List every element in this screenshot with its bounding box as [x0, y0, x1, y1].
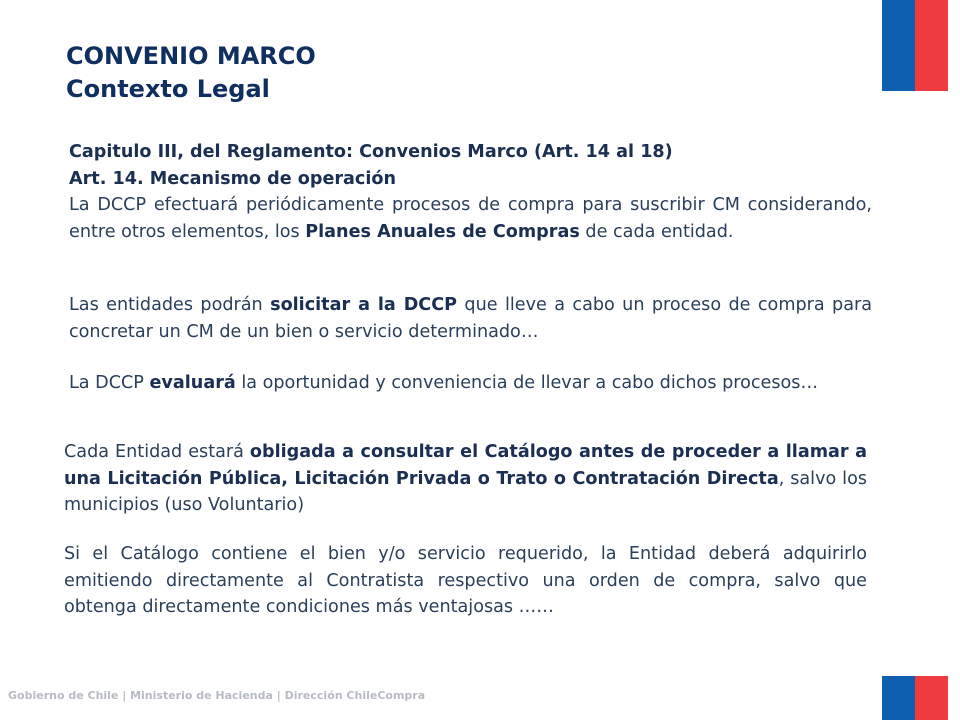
text-run: La DCCP [69, 373, 150, 393]
section-obligada [64, 439, 867, 519]
paragraph [69, 292, 872, 345]
chapter-heading: Capitulo III, del Reglamento: Convenios Marco (Art. 14 al 18) [69, 142, 673, 162]
text-run: Las entidades podrán [69, 295, 271, 315]
section-solicitar [69, 292, 872, 345]
paragraph: Si el Catálogo contiene el bien y/o servicio requerido, la Entidad deberá adquirirlo emitiendo directamente al Contratista respectivo una orden de compra, salvo que obtenga directamente condiciones más ventajosas …… [64, 544, 867, 617]
bold-run: evaluará [149, 373, 236, 393]
flag-red-stripe [915, 0, 948, 91]
section-article-14 [69, 139, 872, 245]
title-line-1: CONVENIO MARCO [66, 42, 316, 70]
bold-run: solicitar a la DCCP [270, 295, 458, 315]
text-run: la oportunidad y conveniencia de llevar a cabo dichos procesos… [235, 373, 819, 393]
bold-run: Planes Anuales de Compras [305, 221, 580, 242]
flag-red-stripe [915, 676, 948, 720]
paragraph [64, 439, 867, 519]
paragraph [69, 370, 872, 397]
chile-flag-top [882, 0, 948, 91]
flag-blue-stripe [882, 676, 915, 720]
text-run: Cada Entidad estará [64, 442, 250, 462]
text-run: La DCCP efectuará periódicamente procesos de compra para suscribir CM considerando, entre otros elementos, los [69, 195, 872, 242]
bold-run: obligada a consultar el Catálogo antes de proceder a llamar a una Licitación Pública, Licitación Privada o Trato o Contratación Directa [64, 442, 867, 489]
text-run: que lleve a cabo un proceso de compra para concretar un CM de un bien o servicio determinado… [69, 295, 872, 342]
page-title [66, 40, 316, 106]
article-paragraph [69, 192, 872, 245]
section-catalogo [64, 541, 867, 621]
text-run: , salvo los municipios (uso Voluntario) [64, 468, 867, 515]
text-run: de cada entidad. [579, 221, 734, 242]
flag-blue-stripe [882, 0, 915, 91]
title-line-2: Contexto Legal [66, 75, 270, 103]
article-heading: Art. 14. Mecanismo de operación [69, 168, 397, 189]
chile-flag-bottom [882, 676, 948, 720]
footer-credits: Gobierno de Chile | Ministerio de Hacienda | Dirección ChileCompra [8, 689, 426, 702]
section-evaluara [69, 370, 872, 397]
